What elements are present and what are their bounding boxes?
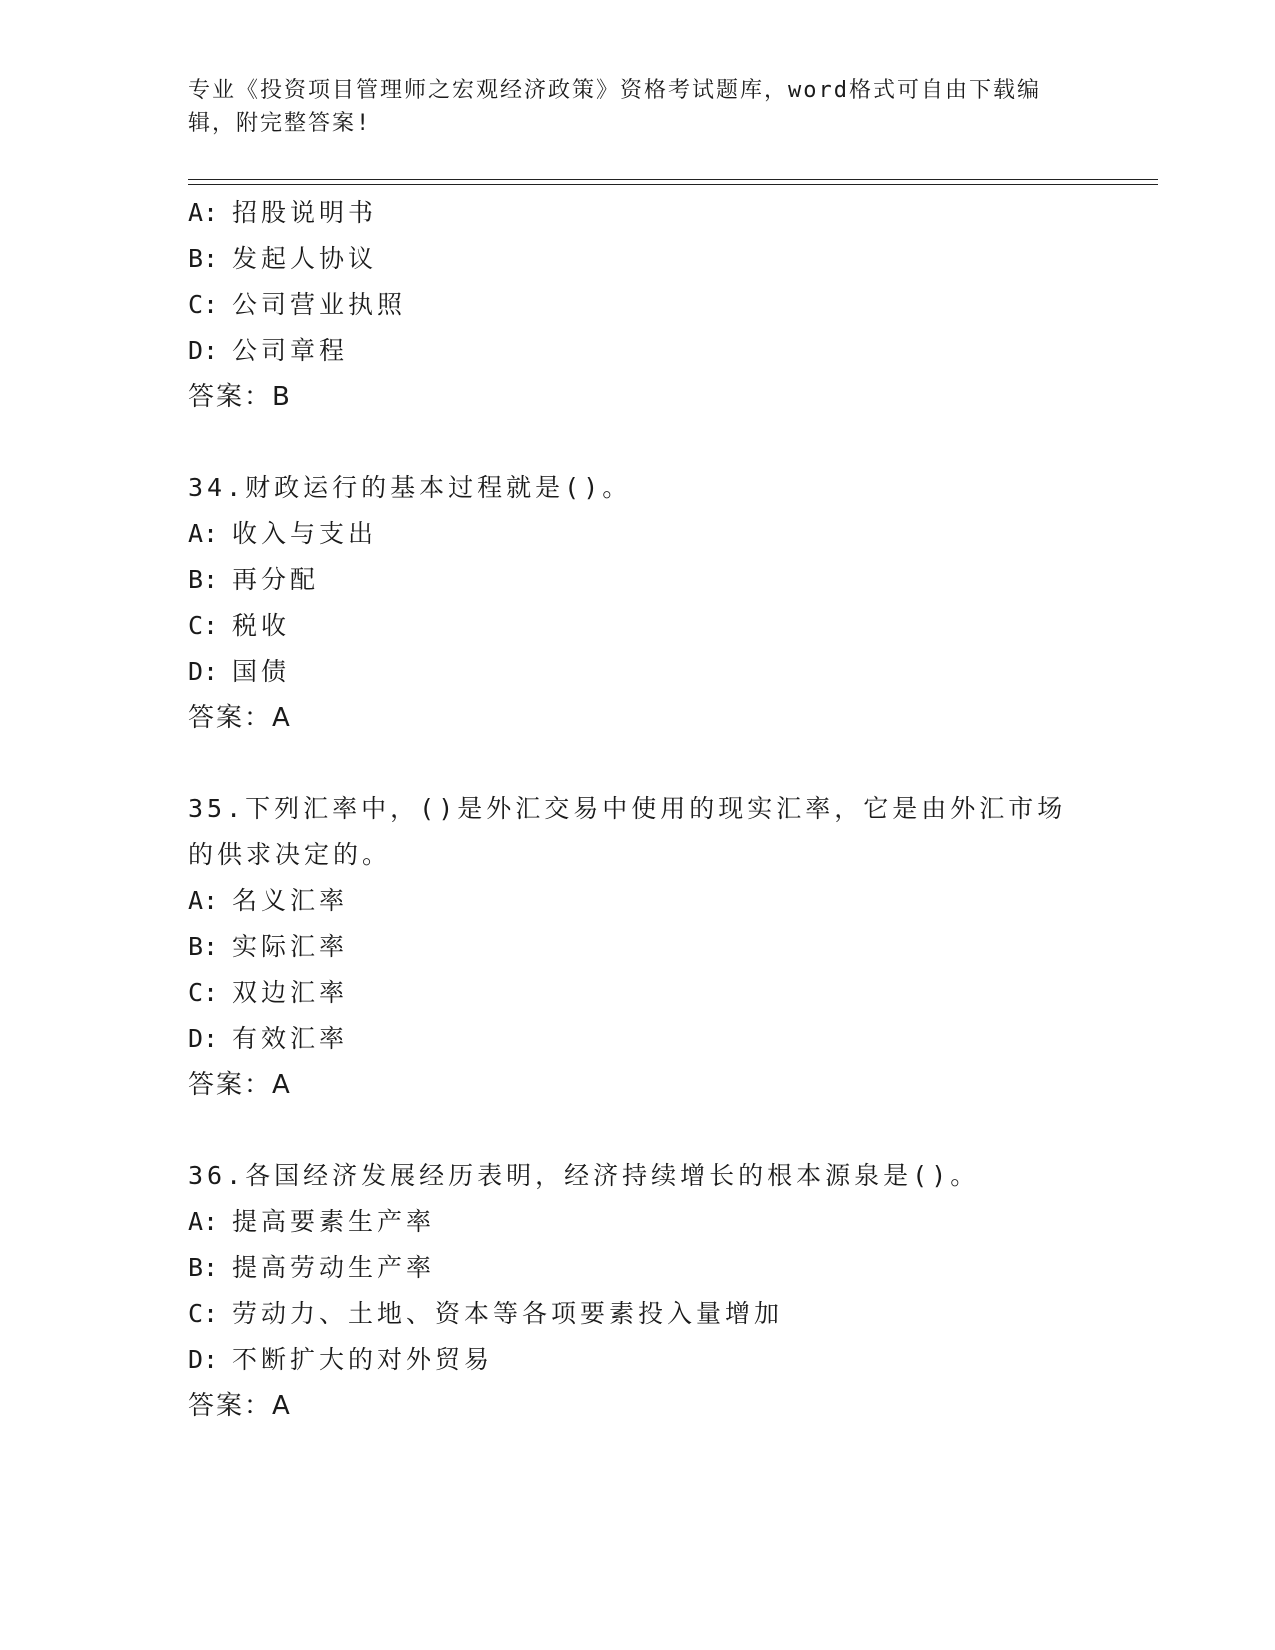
option-b	[188, 924, 1088, 970]
answer-line: 答案：A	[188, 1391, 292, 1421]
option-key: B:	[188, 565, 219, 594]
option-key: D:	[188, 336, 219, 365]
option-text: 公司章程	[232, 336, 349, 365]
option-d	[188, 649, 1088, 695]
question-35	[188, 786, 1088, 1108]
option-b	[188, 1245, 1088, 1291]
answer-line: 答案：A	[188, 703, 292, 733]
option-text: 税收	[232, 611, 291, 640]
option-c	[188, 282, 1088, 328]
spacer	[188, 1108, 1088, 1153]
option-c	[188, 1291, 1088, 1337]
option-text: 国债	[232, 657, 291, 686]
option-key: D:	[188, 1024, 219, 1053]
option-key: C:	[188, 978, 219, 1007]
option-text: 劳动力、土地、资本等各项要素投入量增加	[232, 1299, 784, 1328]
question-stem: 35.下列汇率中，()是外汇交易中使用的现实汇率，它是由外汇市场的供求决定的。	[188, 794, 1067, 869]
option-d	[188, 1337, 1088, 1383]
option-c	[188, 970, 1088, 1016]
option-key: B:	[188, 244, 219, 273]
answer-line: 答案：A	[188, 1070, 292, 1100]
option-a	[188, 190, 1088, 236]
option-text: 有效汇率	[232, 1024, 349, 1053]
option-key: B:	[188, 932, 219, 961]
option-key: A:	[188, 886, 219, 915]
option-text: 发起人协议	[232, 244, 378, 273]
option-text: 再分配	[232, 565, 320, 594]
option-key: C:	[188, 1299, 219, 1328]
option-text: 公司营业执照	[232, 290, 407, 319]
question-stem: 36.各国经济发展经历表明，经济持续增长的根本源泉是()。	[188, 1161, 980, 1190]
question-36	[188, 1153, 1088, 1429]
option-text: 收入与支出	[232, 519, 378, 548]
option-key: A:	[188, 198, 219, 227]
option-key: A:	[188, 519, 219, 548]
question-stem: 34.财政运行的基本过程就是()。	[188, 473, 632, 502]
option-key: C:	[188, 290, 219, 319]
option-b	[188, 236, 1088, 282]
header-rule-top	[188, 179, 1158, 180]
option-text: 提高劳动生产率	[232, 1253, 436, 1282]
option-key: D:	[188, 657, 219, 686]
option-a	[188, 878, 1088, 924]
option-text: 双边汇率	[232, 978, 349, 1007]
spacer	[188, 420, 1088, 465]
option-key: A:	[188, 1207, 219, 1236]
option-text: 提高要素生产率	[232, 1207, 436, 1236]
option-key: D:	[188, 1345, 219, 1374]
option-text: 名义汇率	[232, 886, 349, 915]
option-b	[188, 557, 1088, 603]
option-d	[188, 328, 1088, 374]
option-text: 不断扩大的对外贸易	[232, 1345, 494, 1374]
option-text: 实际汇率	[232, 932, 349, 961]
option-a	[188, 511, 1088, 557]
option-c	[188, 603, 1088, 649]
spacer	[188, 741, 1088, 786]
question-list	[188, 190, 1088, 1429]
answer-line: 答案：B	[188, 382, 292, 412]
option-key: C:	[188, 611, 219, 640]
option-a	[188, 1199, 1088, 1245]
option-text: 招股说明书	[232, 198, 378, 227]
question-34	[188, 465, 1088, 741]
question-33-continued	[188, 190, 1088, 420]
option-d	[188, 1016, 1088, 1062]
header-rule-bottom	[188, 184, 1158, 185]
document-header: 专业《投资项目管理师之宏观经济政策》资格考试题库，word格式可自由下载编辑，附完整答案!	[188, 78, 1041, 136]
option-key: B:	[188, 1253, 219, 1282]
